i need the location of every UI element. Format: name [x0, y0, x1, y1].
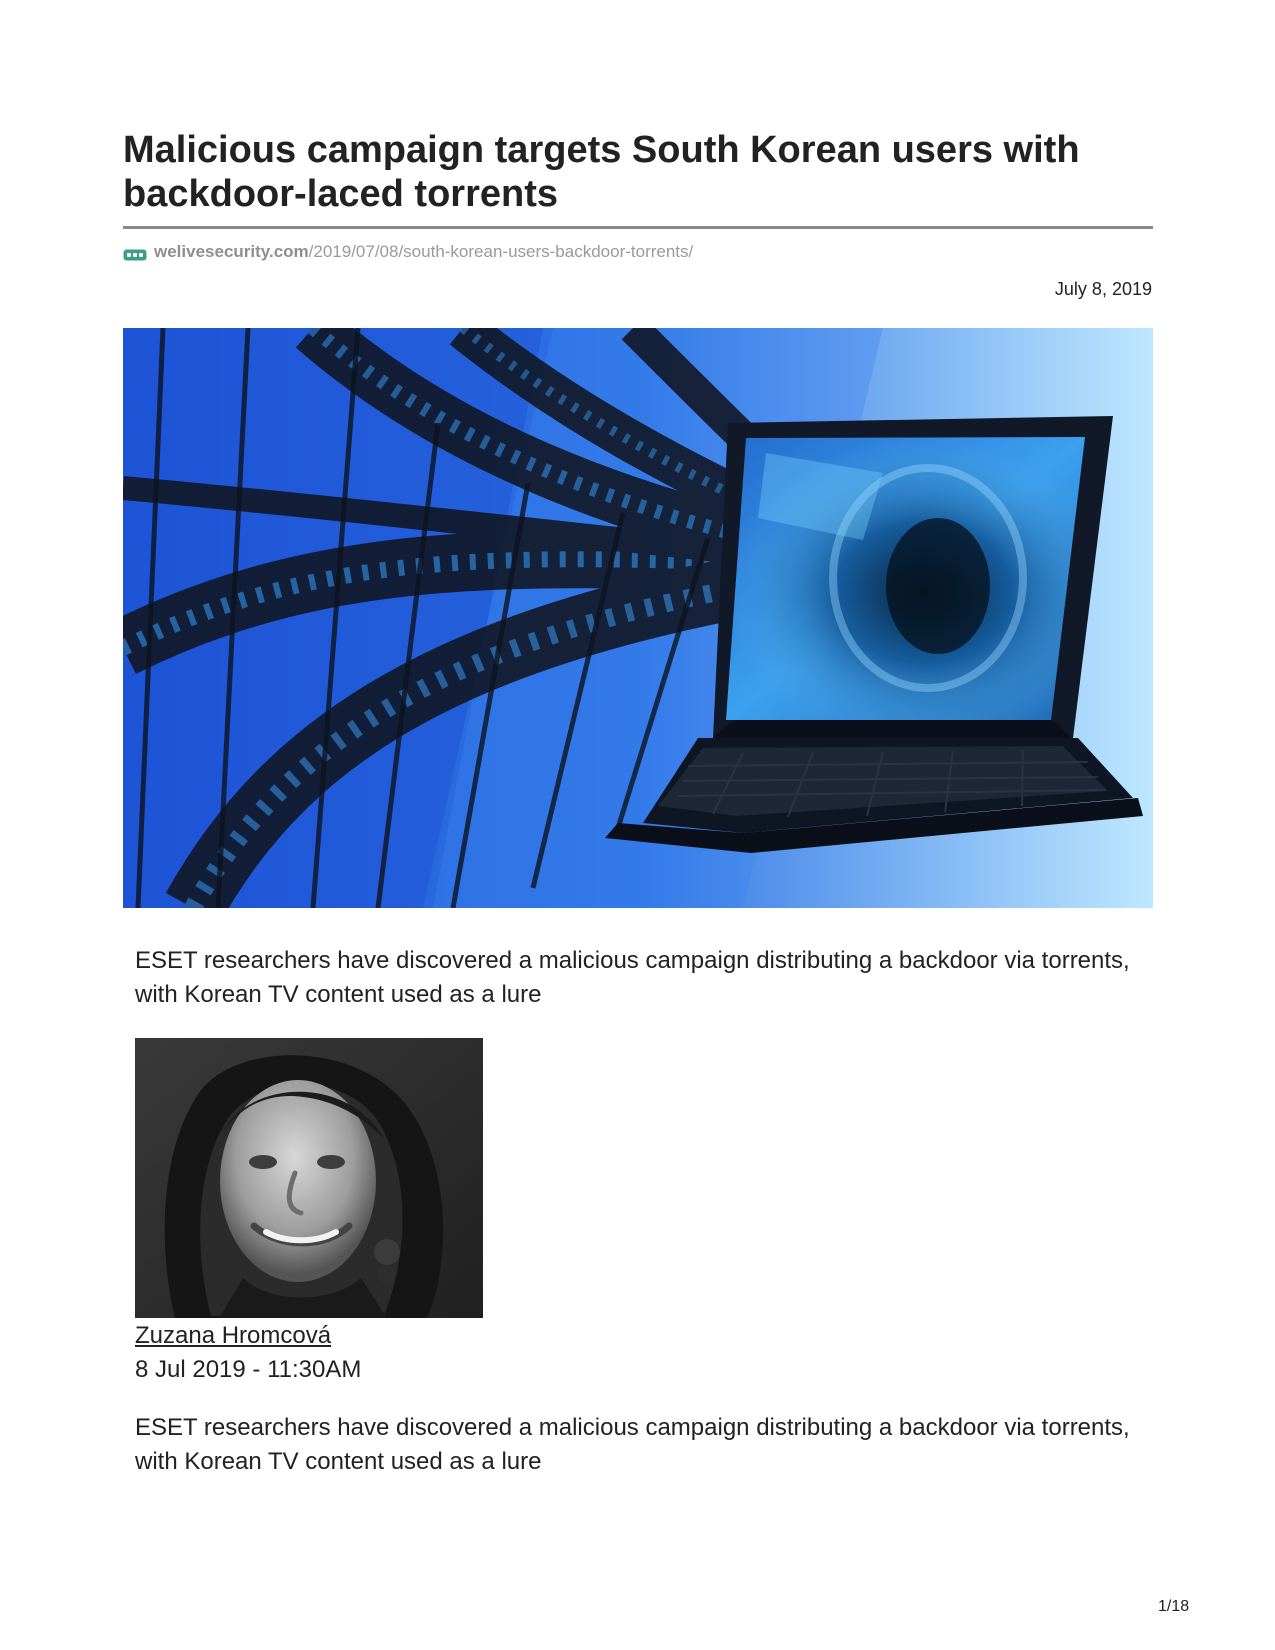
author-photo: [135, 1038, 483, 1318]
page-title: Malicious campaign targets South Korean users with backdoor-laced torrents: [123, 129, 1080, 215]
source-domain[interactable]: welivesecurity.com: [154, 242, 309, 261]
page-number: 1/18: [1158, 1598, 1190, 1615]
title-divider: [123, 226, 1153, 229]
author-published-date: 8 Jul 2019 - 11:30AM: [135, 1356, 362, 1383]
article-lede-repeat: ESET researchers have discovered a malicious campaign distributing a backdoor via torrents, with Korean TV content used as a lure: [135, 1414, 1130, 1475]
source-path[interactable]: /2019/07/08/south-korean-users-backdoor-torrents/: [308, 242, 694, 261]
article-lede: ESET researchers have discovered a malicious campaign distributing a backdoor via torrents, with Korean TV content used as a lure: [135, 947, 1130, 1008]
source-url[interactable]: [123, 241, 693, 263]
author-name-link[interactable]: Zuzana Hromcová: [135, 1322, 332, 1349]
hero-image: [123, 328, 1153, 908]
article-date: July 8, 2019: [1054, 279, 1152, 299]
link-icon: [123, 246, 147, 258]
